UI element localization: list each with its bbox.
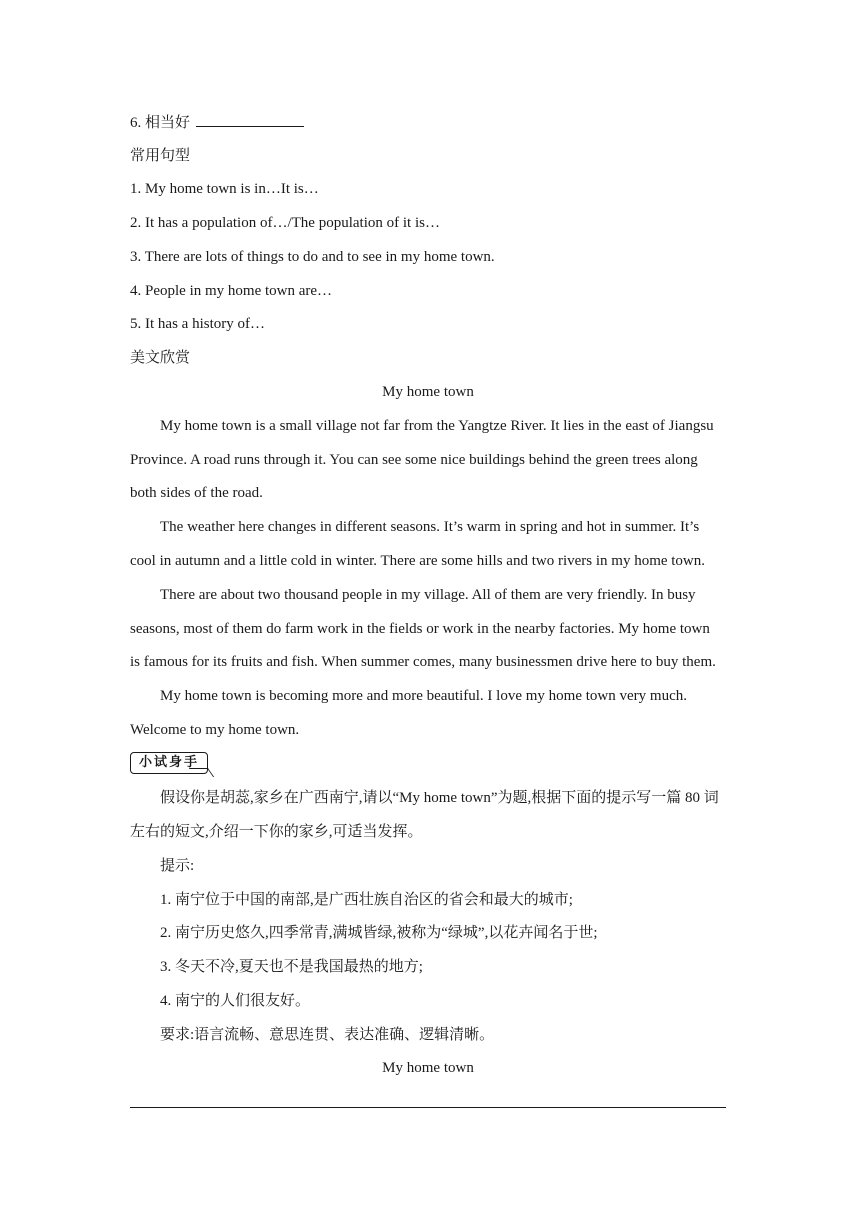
article-line: is famous for its fruits and fish. When summer comes, many businessmen drive here to buy them.	[130, 654, 716, 670]
sentence-item: 3. There are lots of things to do and to see in my home town.	[130, 249, 495, 265]
article-line: Welcome to my home town.	[130, 722, 300, 738]
article-heading: 美文欣赏	[130, 350, 191, 366]
hint-label: 提示:	[160, 858, 195, 874]
badge-tail-decoration	[189, 768, 214, 777]
article-line: both sides of the road.	[130, 485, 263, 501]
hint-item: 2. 南宁历史悠久,四季常青,满城皆绿,被称为“绿城”,以花卉闻名于世;	[160, 925, 598, 941]
sentence-item: 4. People in my home town are…	[130, 283, 333, 299]
article-title: My home town	[382, 384, 474, 400]
hint-item: 3. 冬天不冷,夏天也不是我国最热的地方;	[160, 959, 423, 975]
vocab-item-6-label: 6. 相当好	[130, 115, 191, 131]
exercise-prompt-line: 左右的短文,介绍一下你的家乡,可适当发挥。	[130, 824, 423, 840]
article-line: My home town is becoming more and more beautiful. I love my home town very much.	[160, 688, 687, 704]
article-line: cool in autumn and a little cold in winter. There are some hills and two rivers in my home town.	[130, 553, 706, 569]
answer-blank[interactable]	[196, 112, 304, 127]
article-line: My home town is a small village not far from the Yangtze River. It lies in the east of Jiangsu	[160, 418, 714, 434]
sentences-heading: 常用句型	[130, 148, 191, 164]
exercise-title: My home town	[382, 1060, 474, 1076]
article-line: There are about two thousand people in my village. All of them are very friendly. In busy	[160, 587, 696, 603]
exercise-badge: 小试身手	[130, 752, 208, 774]
hint-item: 4. 南宁的人们很友好。	[160, 993, 311, 1009]
hint-item: 1. 南宁位于中国的南部,是广西壮族自治区的省会和最大的城市;	[160, 892, 573, 908]
sentence-item: 2. It has a population of…/The population of it is…	[130, 215, 440, 231]
sentence-item: 1. My home town is in…It is…	[130, 181, 319, 197]
writing-line[interactable]	[130, 1107, 726, 1108]
article-line: The weather here changes in different seasons. It’s warm in spring and hot in summer. It’s	[160, 519, 700, 535]
exercise-prompt-line: 假设你是胡蕊,家乡在广西南宁,请以“My home town”为题,根据下面的提示写一篇 80 词	[160, 790, 719, 806]
article-line: Province. A road runs through it. You can see some nice buildings behind the green trees along	[130, 452, 698, 468]
requirement: 要求:语言流畅、意思连贯、表达准确、逻辑清晰。	[160, 1027, 495, 1043]
sentence-item: 5. It has a history of…	[130, 316, 265, 332]
article-line: seasons, most of them do farm work in the fields or work in the nearby factories. My home town	[130, 621, 710, 637]
vocab-item-6	[130, 112, 726, 133]
